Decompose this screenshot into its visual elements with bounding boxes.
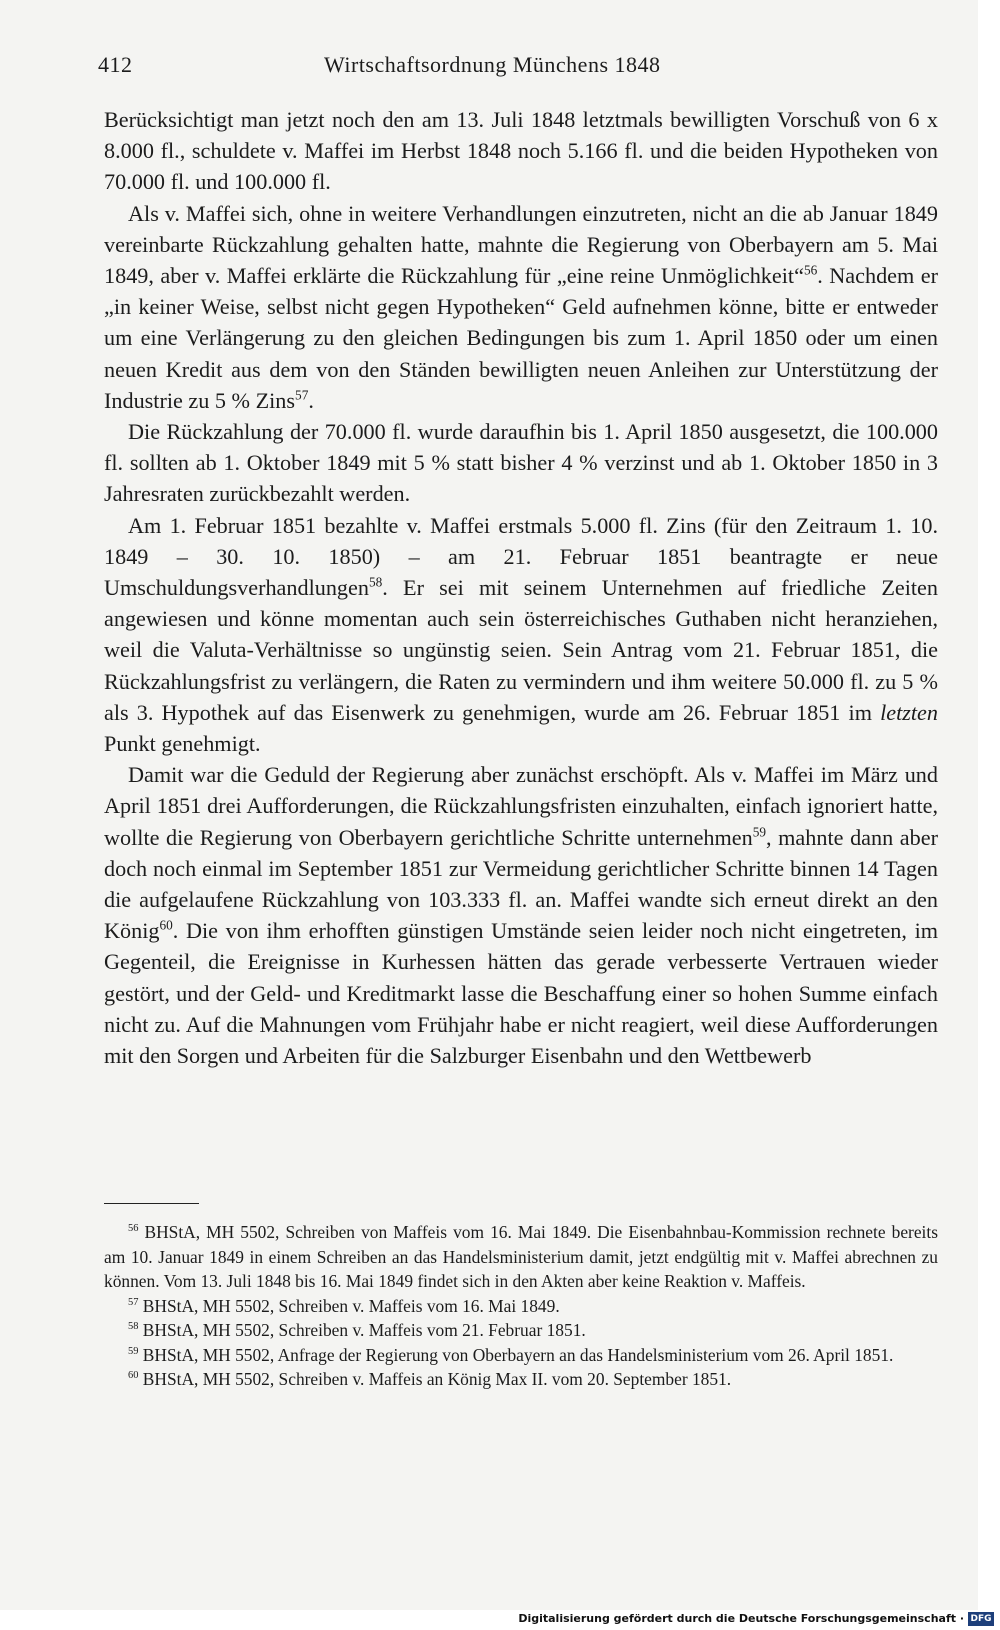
footnote-number: 60: [128, 1370, 139, 1382]
body-text: [104, 104, 938, 1071]
paragraph: Berücksichtigt man jetzt noch den am 13. Juli 1848 letztmals bewilligten Vorschuß von 6 x 8.000 fl., schuldete v. Maffei im Herbst 1848 noch 5.166 fl. und die beiden Hypotheken von 70.000 fl. und 100.000 fl.: [104, 107, 938, 195]
paragraph: Als v. Maffei sich, ohne in weitere Verhandlungen einzutreten, nicht an die ab Januar 1849 vereinbarte Rückzahlung gehalten hatte, mahnte die Regierung von Oberbayern am 5. Mai 1849, aber v. Maffei erklärte die Rückzahlung für „eine reine Unmöglichkeit“$^{56}$. Nachdem er „in keiner Weise, selbst nicht gegen Hypotheken“ Geld aufnehmen könne, bitte er entweder um eine Verlängerung zu den gleichen Bedingungen bis zum 1. April 1850 oder um einen neuen Kredit aus dem von den Ständen bewilligten neuen Anleihen zur Unterstützung der Industrie zu 5 % Zins$^{57}$.: [104, 200, 939, 413]
page-header: [98, 52, 938, 88]
paragraph: Die Rückzahlung der 70.000 fl. wurde daraufhin bis 1. April 1850 ausgesetzt, die 100.000 fl. sollten ab 1. Oktober 1849 mit 5 % statt bisher 4 % verzinst und ab 1. Oktober 1850 in 3 Jahresraten zurückbezahlt werden.: [104, 419, 938, 507]
footnote: $^{59}$ BHStA, MH 5502, Anfrage der Regierung von Oberbayern an das Handelsministerium vom 26. April 1851.: [128, 1344, 894, 1365]
footnote-ref: 59: [752, 824, 767, 840]
paragraph: Damit war die Geduld der Regierung aber zunächst erschöpft. Als v. Maffei im März und April 1851 drei Aufforderungen, die Rückzahlungsfristen einzuhalten, einfach ignoriert hatte, wollte die Regierung von Oberbayern gerichtliche Schritte unternehmen$^{59}$, mahnte dann aber doch noch einmal im September 1851 zur Vermeidung gerichtlicher Schritte binnen 14 Tagen die aufgelaufene Rückzahlung von 103.333 fl. an. Maffei wandte sich erneut direkt an den König$^{60}$. Die von ihm erhofften günstigen Umstände seien leider noch nicht eingetreten, im Gegenteil, die Ereignisse in Kurhessen hätten das gerade verbesserte Vertrauen wieder gestört, und der Geld- und Kreditmarkt lasse die Beschaffung einer so hohen Summe einfach nicht zu. Auf die Mahnungen vom Frühjahr habe er nicht reagiert, weil diese Aufforderungen mit den Sorgen und Arbeiten für die Salzburger Eisenbahn und den Wettbewerb: [104, 762, 938, 1069]
footnote-ref: 57: [295, 387, 309, 403]
footnote-ref: 56: [803, 262, 818, 278]
page-number: 412: [98, 52, 133, 77]
footnotes: [104, 1220, 938, 1392]
footnote: $^{58}$ BHStA, MH 5502, Schreiben v. Maffeis vom 21. Februar 1851.: [128, 1320, 586, 1340]
emphasis: letzten: [880, 699, 938, 725]
footnote: $^{56}$ BHStA, MH 5502, Schreiben von Maffeis vom 16. Mai 1849. Die Eisenbahnbau-Kommission rechnete bereits am 10. Januar 1849 in einem Schreiben an das Handelsministerium damit, jetzt endgültig mit v. Maffei abrechnen zu können. Vom 13. Juli 1848 bis 16. Mai 1849 findet sich in den Akten aber keine Reaktion v. Maffeis.: [104, 1222, 938, 1291]
footnote-number: 56: [128, 1223, 139, 1235]
footnote: $^{57}$ BHStA, MH 5502, Schreiben v. Maffeis vom 16. Mai 1849.: [128, 1295, 560, 1316]
dfg-logo: DFG: [968, 1612, 994, 1626]
page-edge: [978, 0, 1000, 1610]
footnote-number: 58: [128, 1321, 139, 1333]
footnote-number: 57: [128, 1296, 139, 1308]
footnote: $^{60}$ BHStA, MH 5502, Schreiben v. Maffeis an König Max II. vom 20. September 1851.: [128, 1369, 732, 1389]
funding-credit: Digitalisierung gefördert durch die Deutsche Forschungsgemeinschaft ·: [518, 1612, 964, 1625]
footnote-number: 59: [128, 1345, 139, 1357]
running-title: Wirtschaftsordnung Münchens 1848: [324, 52, 661, 77]
footnote-ref: 60: [159, 917, 173, 933]
digitization-footer: [0, 1610, 1000, 1630]
paragraph: Am 1. Februar 1851 bezahlte v. Maffei erstmals 5.000 fl. Zins (für den Zeitraum 1. 10. 1849 – 30. 10. 1850) – am 21. Februar 1851 beantragte er neue Umschuldungsverhandlungen$^{58}$. Er sei mit seinem Unternehmen auf friedliche Zeiten angewiesen und könne momentan auch sein österreichisches Guthaben nicht heranziehen, weil die Valuta-Verhältnisse so ungünstig seien. Sein Antrag vom 21. Februar 1851, die Rückzahlungsfrist zu verlängern, die Raten zu vermindern und ihm weitere 50.000 fl. zu 5 % als 3. Hypothek auf das Eisenwerk zu genehmigen, wurde am 26. Februar 1851 im letzten Punkt genehmigt.: [104, 512, 938, 757]
footnote-divider: [104, 1203, 199, 1204]
footnote-ref: 58: [368, 574, 383, 590]
